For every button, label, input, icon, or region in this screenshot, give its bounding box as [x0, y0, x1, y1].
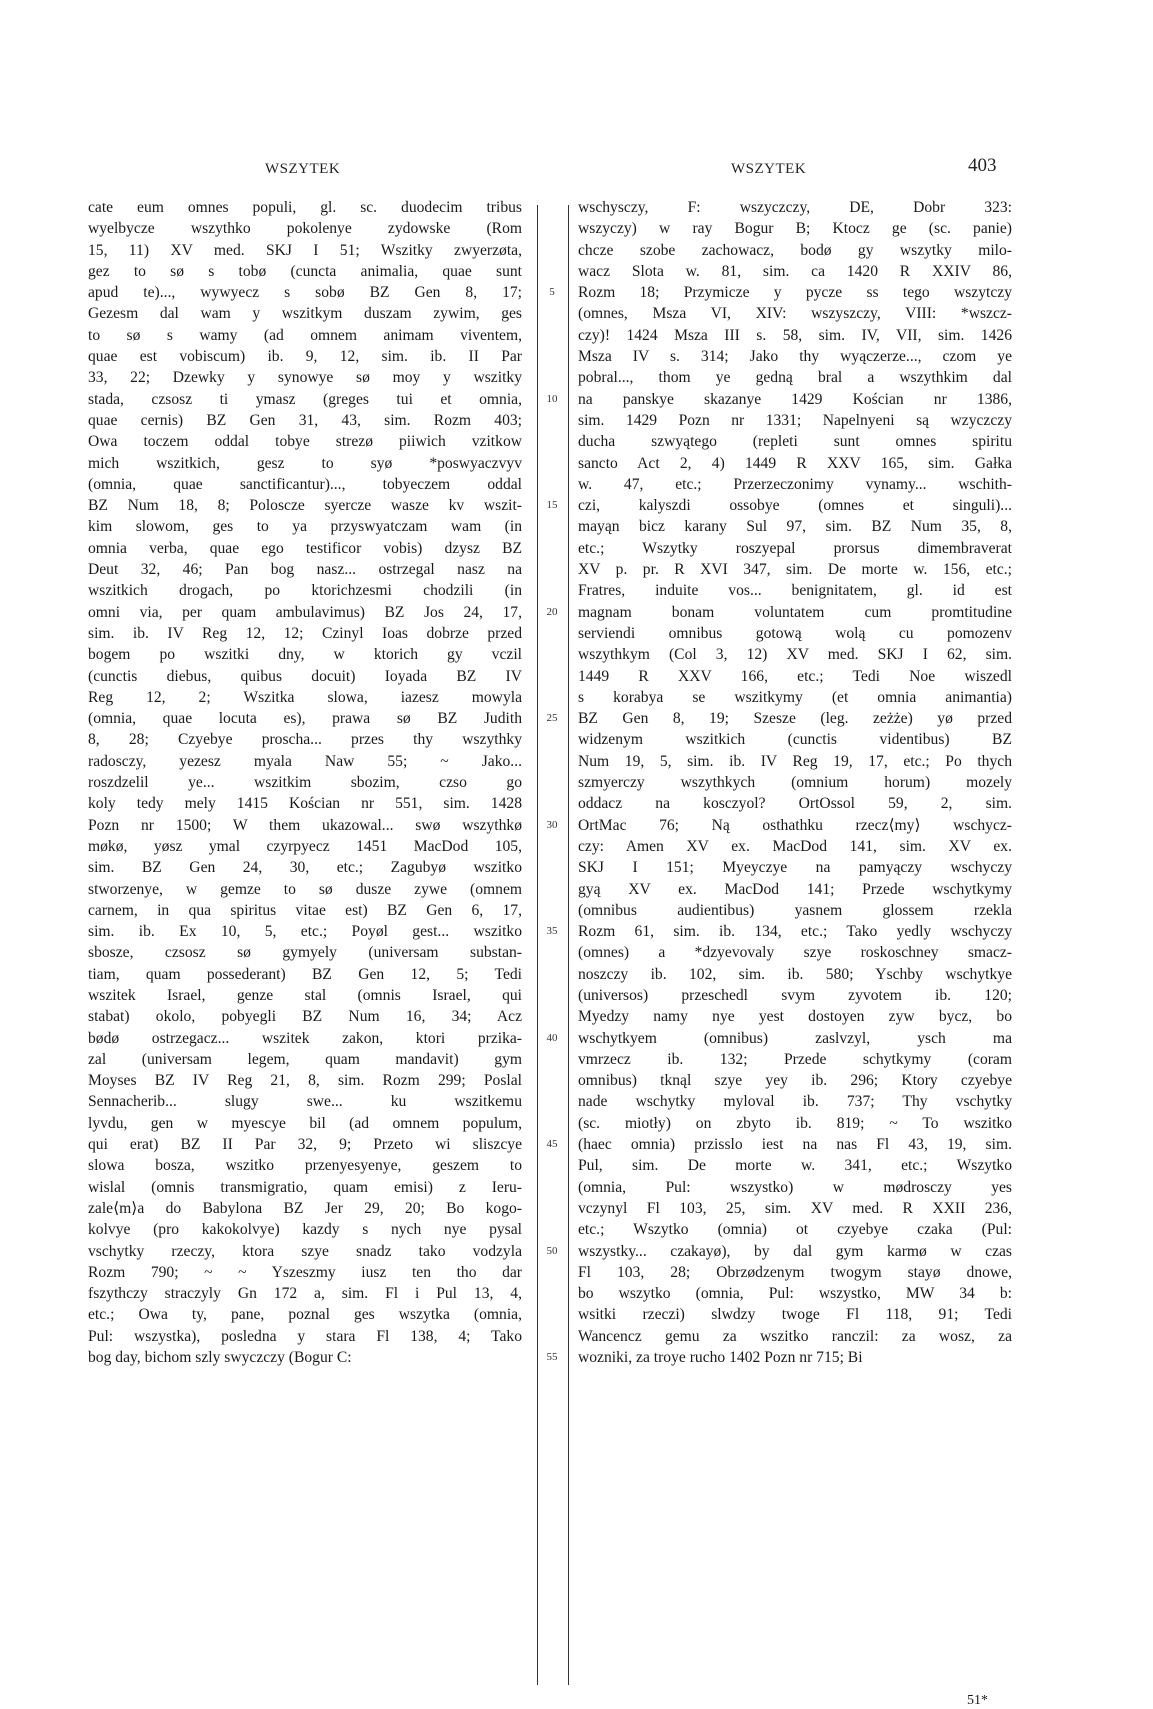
text-line: etc.; Wszytky roszyepal prorsus dimembraverat — [578, 539, 1012, 557]
text-line: omnibus) tknąl szye yey ib. 296; Ktory czyebye — [578, 1072, 1012, 1090]
text-line: wszitkich drogach, po ktorichzesmi chodzili (in — [88, 582, 522, 600]
text-line: quae est vobiscum) ib. 9, 12, sim. ib. II Par — [88, 348, 522, 366]
text-line: SKJ I 151; Myeyczye na pamyączy wschyczy — [578, 859, 1012, 877]
line-number: 30 — [546, 818, 558, 831]
text-line: sim. ib. IV Reg 12, 12; Czinyl Ioas dobrze przed — [88, 624, 522, 642]
text-line: Fl 103, 28; Obrzødzenym twogym stayø dnowe, — [578, 1263, 1012, 1281]
text-line: slowa bosza, wszitko przenyesyenye, geszem to — [88, 1157, 522, 1175]
column-rule-left — [537, 205, 538, 1685]
text-line: wsitki rzeczi) slwdzy twoge Fl 118, 91; Tedi — [578, 1306, 1012, 1324]
text-line: 1449 R XXV 166, etc.; Tedi Noe wiszedl — [578, 667, 1012, 685]
text-line: quae cernis) BZ Gen 31, 43, sim. Rozm 403; — [88, 411, 522, 429]
running-header-center: WSZYTEK — [731, 161, 807, 177]
text-line: wszystky... czakayø), by dal gym karmø w czas — [578, 1242, 1012, 1260]
text-line: (omnia, quae locuta es), prawa sø BZ Judith — [88, 710, 522, 728]
text-line: koly tedy mely 1415 Kościan nr 551, sim. 1428 — [88, 795, 522, 813]
text-line: Msza IV s. 314; Jako thy wyączerze..., czom ye — [578, 348, 1012, 366]
text-line: Deut 32, 46; Pan bog nasz... ostrzegal nasz na — [88, 561, 522, 579]
text-line: stada, czsosz ti ymasz (greges tui et omnia, — [88, 390, 522, 408]
text-line: kim slowom, ges to ya przyswyatczam wam (in — [88, 518, 522, 536]
text-line: (omnibus audientibus) yasnem glossem rzekla — [578, 901, 1012, 919]
text-line: Rozm 790; ~ ~ Yszeszmy iusz ten tho dar — [88, 1263, 522, 1281]
text-line: 15, 11) XV med. SKJ I 51; Wszitky zwyerzøta, — [88, 241, 522, 259]
text-line: sbosze, czsosz sø gymyely (universam substan- — [88, 944, 522, 962]
text-line: gyą XV ex. MacDod 141; Przede wschytkymy — [578, 880, 1012, 898]
text-line: vmrzecz ib. 132; Przede schytkymy (coram — [578, 1050, 1012, 1068]
text-line: zal (universam legem, quam mandavit) gym — [88, 1050, 522, 1068]
text-line: bog day, bichom szly swyczczy (Bogur C: — [88, 1349, 352, 1367]
text-line: apud te)..., wywyecz s sobø BZ Gen 8, 17; — [88, 284, 522, 302]
text-line: 33, 22; Dzewky y synowye sø moy y wszitky — [88, 369, 522, 387]
text-line: Wancencz gemu za wszitko ranczil: za wosz, za — [578, 1327, 1012, 1345]
text-line: BZ Gen 8, 19; Szesze (leg. zeżże) yø przed — [578, 710, 1012, 728]
text-line: kolvye (pro kakokolvye) kazdy s nych nye pysal — [88, 1221, 522, 1239]
text-line: wacz Slota w. 81, sim. ca 1420 R XXIV 86, — [578, 262, 1012, 280]
text-line: Owa toczem oddal tobye strezø piiwich vzitkow — [88, 433, 522, 451]
running-header-left: WSZYTEK — [265, 161, 341, 177]
text-line: mayąn bicz karany Sul 97, sim. BZ Num 35, 8, — [578, 518, 1012, 536]
page-number: 403 — [968, 155, 997, 176]
text-line: wszythkym (Col 3, 12) XV med. SKJ I 62, sim. — [578, 646, 1012, 664]
text-line: sim. 1429 Pozn nr 1331; Napelnyeni są wzyczczy — [578, 411, 1012, 429]
text-line: widzenym wszitkich (cunctis videntibus) BZ — [578, 731, 1012, 749]
line-number: 45 — [546, 1138, 558, 1151]
text-line: Myedzy namy nye yest dostoyen zyw bycz, bo — [578, 1008, 1012, 1026]
text-line: wszitek Israel, genze stal (omnis Israel, qui — [88, 986, 522, 1004]
line-number: 50 — [546, 1244, 558, 1257]
line-number: 55 — [546, 1351, 558, 1364]
text-line: møkø, yøsz ymal czyrpyecz 1451 MacDod 105, — [88, 837, 522, 855]
text-line: XV p. pr. R XVI 347, sim. De morte w. 156, etc.; — [578, 561, 1012, 579]
line-number: 20 — [546, 605, 558, 618]
text-line: czy)! 1424 Msza III s. 58, sim. IV, VII, sim. 1426 — [578, 326, 1012, 344]
text-line: Rozm 18; Przymicze y pycze ss tego wszytczy — [578, 284, 1012, 302]
text-line: Pul: wszystka), posledna y stara Fl 138, 4; Tako — [88, 1327, 522, 1345]
text-line: fszythczy straczyly Gn 172 a, sim. Fl i Pul 13, 4, — [88, 1285, 522, 1303]
line-number: 5 — [549, 286, 555, 299]
text-line: (omnia, quae sanctificantur)..., tobyeczem oddal — [88, 475, 522, 493]
text-line: Pozn nr 1500; W them ukazowal... swø wszythkø — [88, 816, 522, 834]
text-line: wszyczy) w ray Bogur B; Ktocz ge (sc. panie) — [578, 220, 1012, 238]
text-line: OrtMac 76; Ną osthathku rzecz⟨my⟩ wschycz- — [578, 816, 1012, 834]
text-line: BZ Num 18, 8; Polosczе syercze wasze kv wszit- — [88, 497, 522, 515]
text-line: na panskye skazanye 1429 Kościan nr 1386, — [578, 390, 1012, 408]
text-line: Num 19, 5, sim. ib. IV Reg 19, 17, etc.; Po thych — [578, 752, 1012, 770]
text-line: Sennacherib... slugy swe... ku wszitkemu — [88, 1093, 522, 1111]
text-line: Pul, sim. De morte w. 341, etc.; Wszytko — [578, 1157, 1012, 1175]
text-line: wozniki, za troye rucho 1402 Pozn nr 715; Bi — [578, 1349, 863, 1367]
text-line: etc.; Wszytko (omnia) ot czyebye czaka (Pul: — [578, 1221, 1012, 1239]
text-line: (haec omnia) przisslo iest na nas Fl 43, 19, sim. — [578, 1136, 1012, 1154]
text-line: sancto Act 2, 4) 1449 R XXV 165, sim. Gałka — [578, 454, 1012, 472]
text-line: s korabya se wszitkymy (et omnia animantia) — [578, 688, 1012, 706]
text-line: roszdzelil ye... wszitkim sbozim, czso go — [88, 774, 522, 792]
text-line: wschytkyem (omnibus) zaslvzyl, ysch ma — [578, 1029, 1012, 1047]
text-line: magnam bonam voluntatem cum promtitudine — [578, 603, 1012, 621]
left-text-column — [88, 197, 522, 1368]
text-line: nade wschytky myloval ib. 737; Thy vschytky — [578, 1093, 1012, 1111]
text-line: qui erat) BZ II Par 32, 9; Przeto wi sliszcye — [88, 1136, 522, 1154]
text-line: (omnes, Msza VI, XIV: wszyszczy, VIII: *wszcz- — [578, 305, 1012, 323]
text-line: omnia verba, quae ego testificor vobis) dzysz BZ — [88, 539, 522, 557]
text-line: stabat) okolo, pobyegli BZ Num 16, 34; Acz — [88, 1008, 522, 1026]
line-number: 40 — [546, 1031, 558, 1044]
text-line: Fratres, induite vos... benignitatem, gl. id est — [578, 582, 1012, 600]
text-line: ducha szwyątego (repleti sunt omnes spiritu — [578, 433, 1012, 451]
text-line: carnem, in qua spiritus vitae est) BZ Gen 6, 17, — [88, 901, 522, 919]
line-number: 15 — [546, 499, 558, 512]
text-line: czi, kalyszdi ossobye (omnes et singuli)... — [578, 497, 1012, 515]
text-line: (omnes) a *dzyevovaly szye roskoschney smacz- — [578, 944, 1012, 962]
text-line: chcze szobe zachowacz, bodø gy wszytky milo- — [578, 241, 1012, 259]
text-line: bogem po wszitki dny, w ktorich gy vczil — [88, 646, 522, 664]
text-line: (omnia, Pul: wszystko) w mødrosczy yes — [578, 1178, 1012, 1196]
line-number: 35 — [546, 925, 558, 938]
text-line: vschytky rzeczy, ktora szye snadz tako vodzyla — [88, 1242, 522, 1260]
text-line: w. 47, etc.; Przerzeczonimy vynamy... wschith- — [578, 475, 1012, 493]
line-number: 10 — [546, 392, 558, 405]
text-line: cate eum omnes populi, gl. sc. duodecim tribus — [88, 199, 522, 216]
text-line: stworzenye, w gemze to sø dusze zywe (omnem — [88, 880, 522, 898]
text-line: czy: Amen XV ex. MacDod 141, sim. XV ex. — [578, 837, 1012, 855]
text-line: wislal (omnis transmigratio, quam emisi) z Ieru- — [88, 1178, 522, 1196]
text-line: gez to sø s tobø (cuncta animalia, quae sunt — [88, 262, 522, 280]
text-line: bødø ostrzegacz... wszitek zakon, ktori przika- — [88, 1029, 522, 1047]
text-line: wyelbycze wszythko pokolenye zydowske (Rom — [88, 220, 522, 238]
text-line: zale⟨m⟩a do Babylona BZ Jer 29, 20; Bo kogo- — [88, 1199, 522, 1217]
text-line: pobral..., thom ye gedną bral a wszythkim dal — [578, 369, 1012, 387]
text-line: Rozm 61, sim. ib. 134, etc.; Tako yedly wschyczy — [578, 923, 1012, 941]
text-line: noszczy ib. 102, sim. ib. 580; Yschby wschytkye — [578, 965, 1012, 983]
text-line: Reg 12, 2; Wszitka slowa, iazesz mowyla — [88, 688, 522, 706]
text-line: mich wszitkich, gesz to syø *poswyaczvyv — [88, 454, 522, 472]
text-line: 8, 28; Czyebye proscha... przes thy wszythky — [88, 731, 522, 749]
right-text-column — [578, 197, 1012, 1368]
text-line: lyvdu, gen w myescye bil (ad omnem populum, — [88, 1114, 522, 1132]
text-line: omni via, per quam ambulavimus) BZ Jos 24, 17, — [88, 603, 522, 621]
text-line: (cunctis diebus, quibus docuit) Ioyada BZ IV — [88, 667, 522, 685]
text-line: sim. BZ Gen 24, 30, etc.; Zagubyø wszitko — [88, 859, 522, 877]
text-line: tiam, quam possederant) BZ Gen 12, 5; Tedi — [88, 965, 522, 983]
text-line: vczynyl Fl 103, 25, sim. XV med. R XXII 236, — [578, 1199, 1012, 1217]
text-line: sim. ib. Ex 10, 5, etc.; Poyøl gest... wszitko — [88, 923, 522, 941]
text-line: szmyerczy wszythkych (omnium horum) mozely — [578, 774, 1012, 792]
text-line: oddacz na kosczyol? OrtOssol 59, 2, sim. — [578, 795, 1012, 813]
text-line: radosczy, yezesz myala Naw 55; ~ Jako... — [88, 752, 522, 770]
text-line: etc.; Owa ty, pane, poznal ges wszytka (omnia, — [88, 1306, 522, 1324]
printer-signature-mark: 51* — [967, 1693, 988, 1708]
text-line: bo wszytko (omnia, Pul: wszystko, MW 34 b: — [578, 1285, 1012, 1303]
text-line: wschysczy, F: wszyczczy, DE, Dobr 323: — [578, 199, 1012, 216]
text-line: serviendi omnibus gotową wolą cu pomozenv — [578, 624, 1012, 642]
line-number: 25 — [546, 712, 558, 725]
text-line: (sc. miotły) on zbyto ib. 819; ~ To wszitko — [578, 1114, 1012, 1132]
text-line: (universos) przeschedl svym zyvotem ib. 120; — [578, 986, 1012, 1004]
text-line: Gezesm dal wam y wszitkym duszam zywim, ges — [88, 305, 522, 323]
text-line: Moyses BZ IV Reg 21, 8, sim. Rozm 299; Poslal — [88, 1072, 522, 1090]
column-rule-right — [568, 205, 569, 1685]
text-line: to sø s wamy (ad omnem animam viventem, — [88, 326, 522, 344]
